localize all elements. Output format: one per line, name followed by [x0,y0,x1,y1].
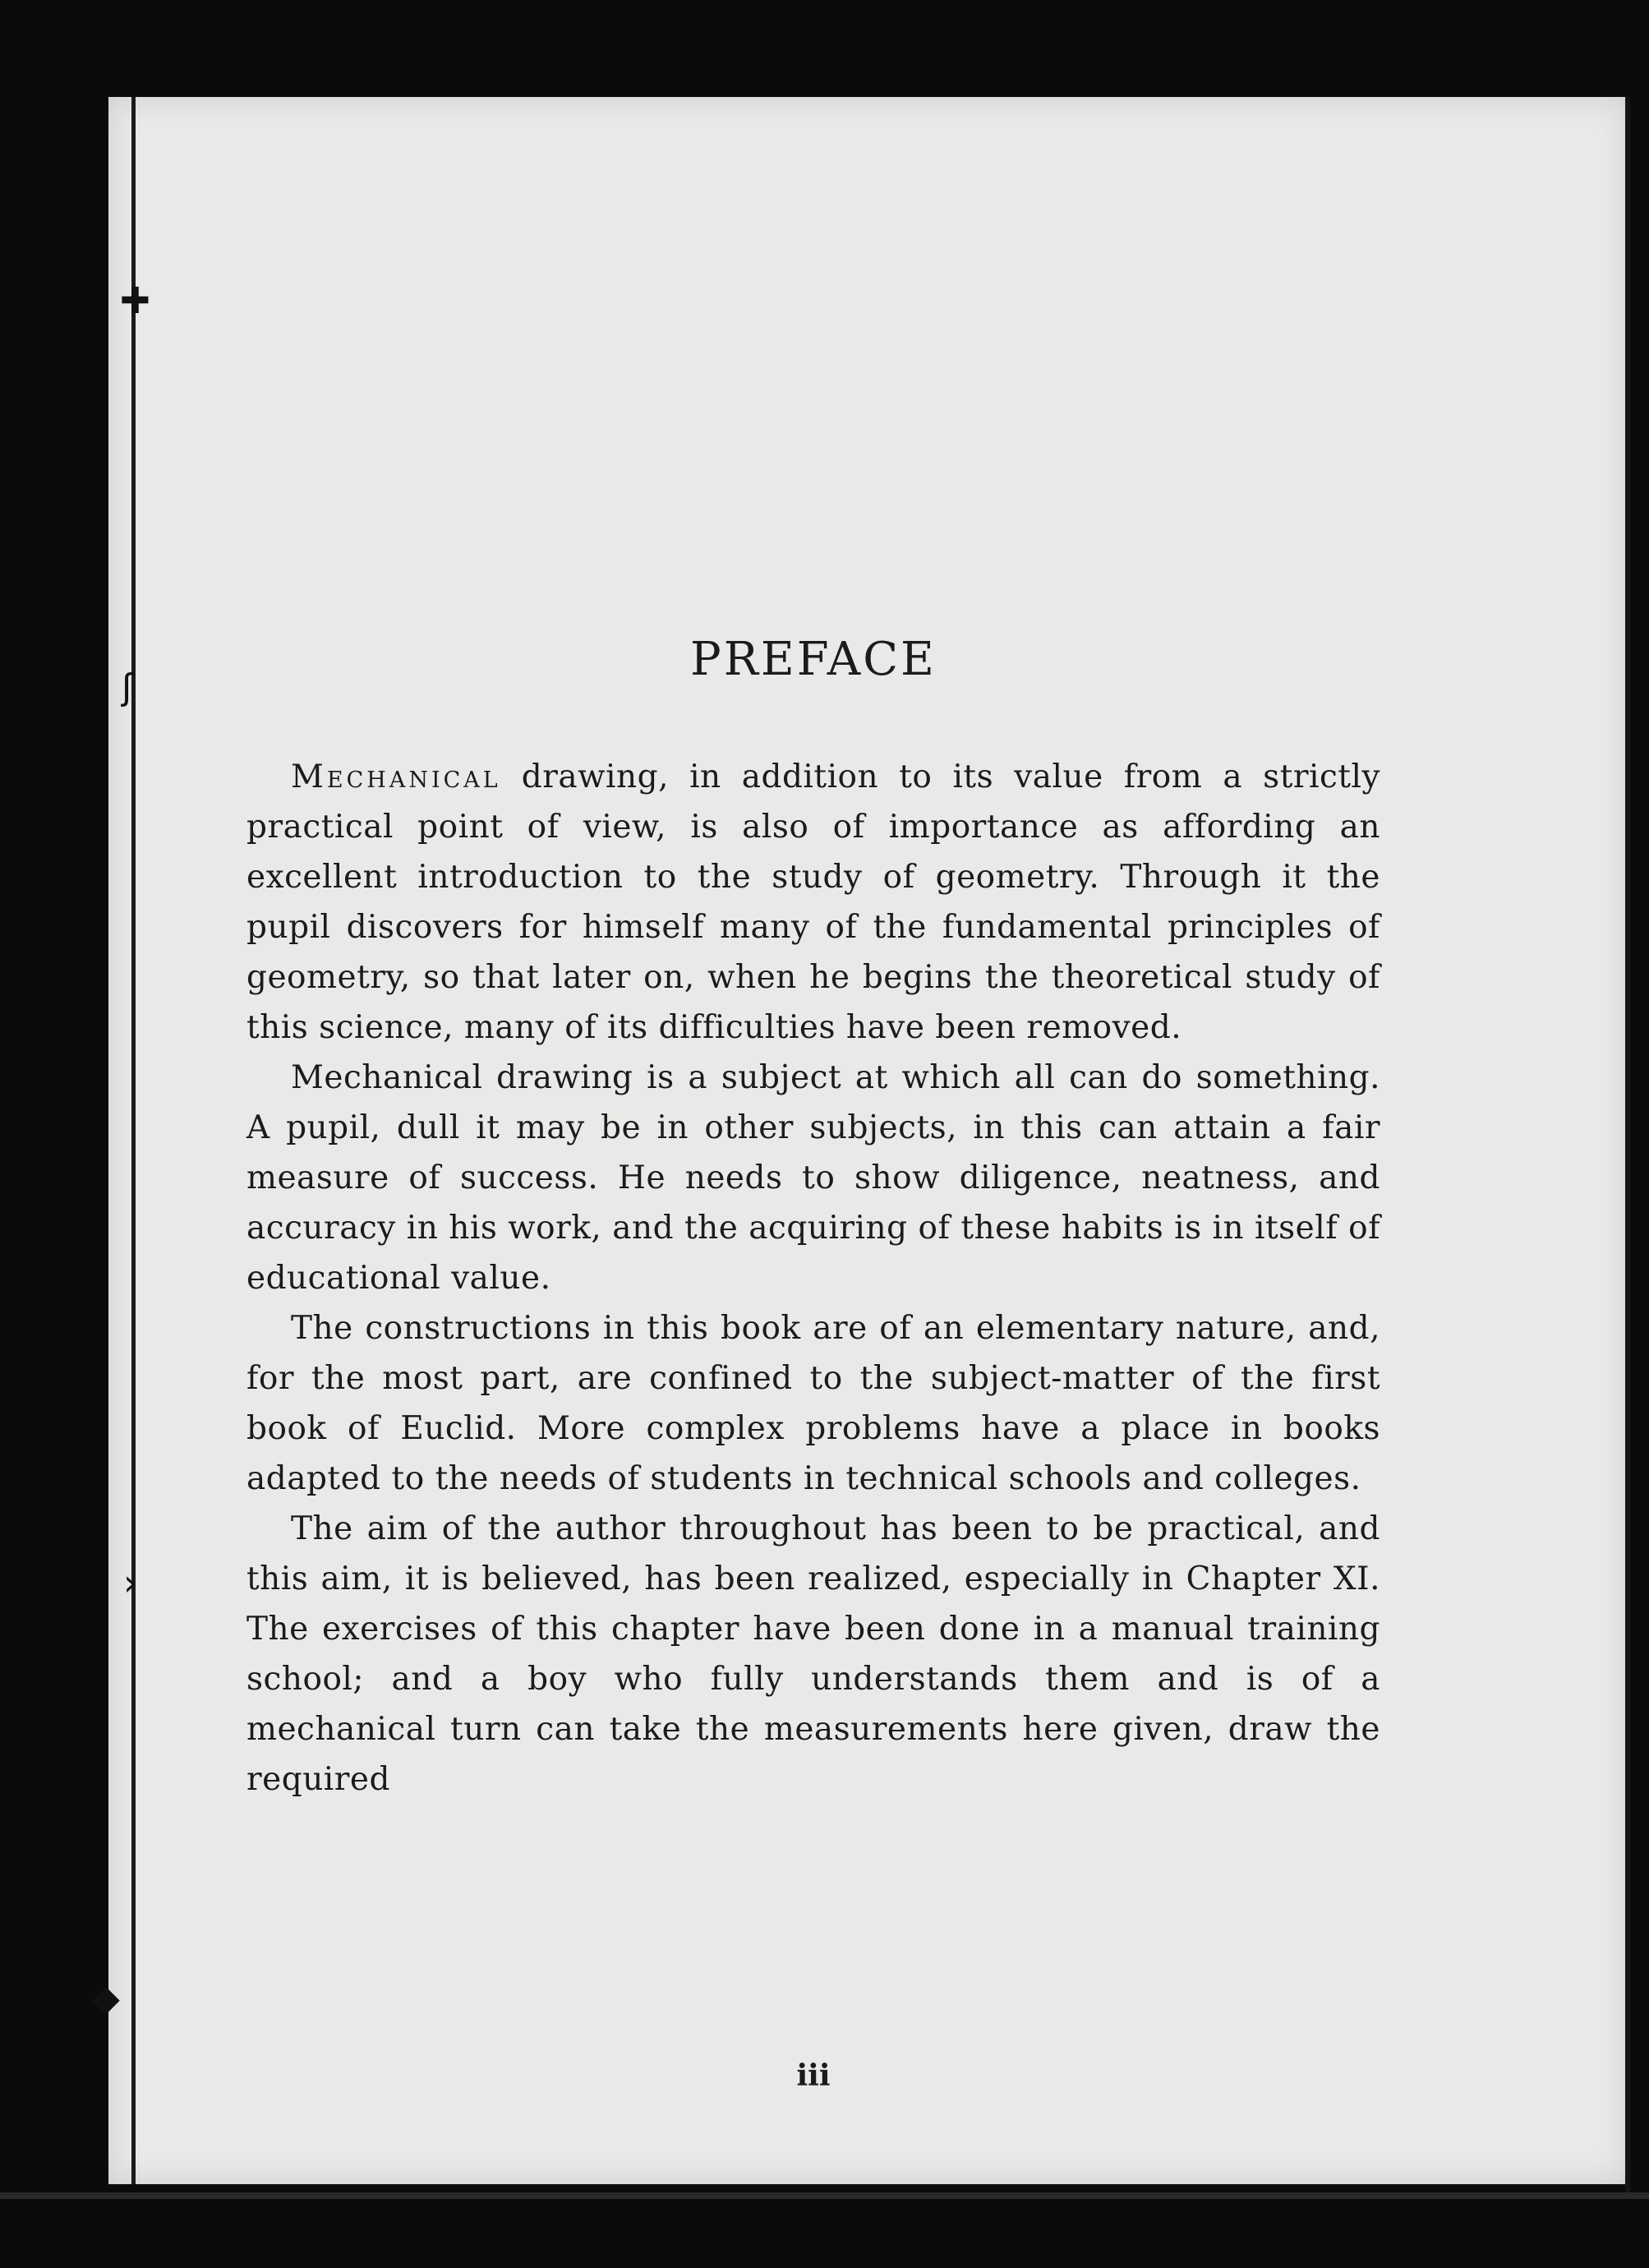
paragraph-1 [246,752,1380,1053]
paragraph-2: Mechanical drawing is a subject at which all can do something. A pupil, dull it may be in other subjects, in this can attain a fair measure of success. He needs to show diligence, neatness, and accuracy in his work, and the acquiring of these habits is in itself of educational value. [246,1059,1380,1297]
page-right-edge [1625,97,1630,2192]
book-page [108,97,1628,2184]
paragraph-4: The aim of the author throughout has been to be practical, and this aim, it is believed, has been realized, especially in Chapter XI. The exercises of this chapter have been done in a manual training school; and a boy who fully understands them and is of a mechanical turn can take the measurements here given, draw the required [246,1510,1380,1798]
binding-cross-icon: ✚ [120,280,150,322]
binding-gutter-line [131,97,136,2184]
binding-arrow-icon: › [123,1562,138,1604]
page-bottom-edge [0,2192,1649,2199]
paragraph-3: The constructions in this book are of an elementary nature, and, for the most part, are confined to the subject-matter of the first book of Euclid. More complex problems have a place in books adapted to the needs of students in technical schools and colleges. [246,1310,1380,1497]
paragraph-text: drawing, in addition to its value from a strictly practical point of view, is also of importance as affording an excellent introduction to the study of geometry. Through it the pupil discovers for himself many of the fundamental principles of geometry, so that later on, when he begins the theoretical study of this science, many of its difficulties have been removed. [246,758,1380,1046]
binding-hook-icon: ʃ [122,666,134,708]
page-content [246,633,1380,2093]
binding-diamond-icon: ◆ [92,1977,120,2019]
paragraph-lead-word: Mechanical [291,758,501,795]
page-number: iii [796,2058,831,2093]
page-title: PREFACE [690,633,937,686]
